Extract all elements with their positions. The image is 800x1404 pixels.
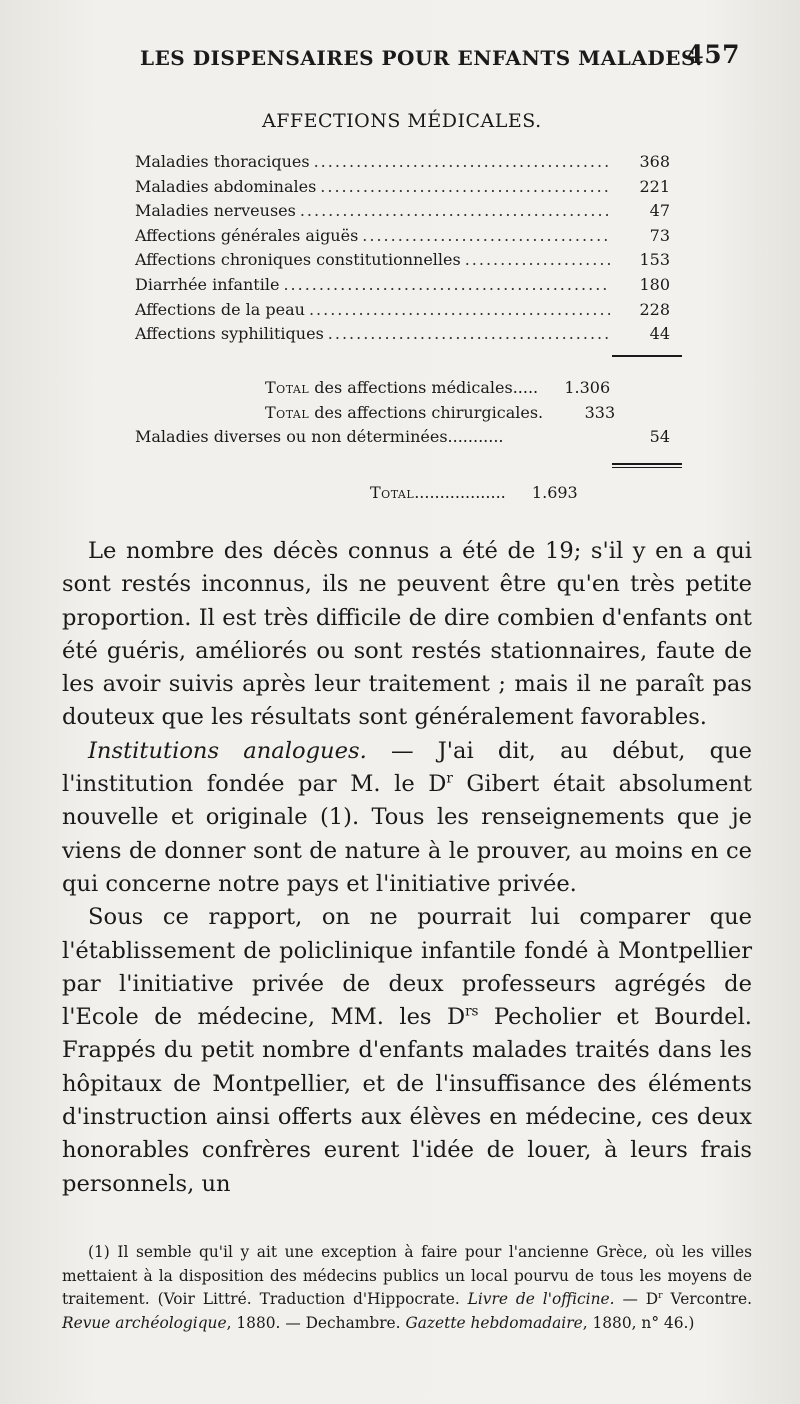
grand-total-row bbox=[370, 481, 670, 506]
row-value: 153 bbox=[639, 250, 670, 270]
row-label: Affections syphilitiques bbox=[135, 324, 324, 344]
total-surgical-value: 333 bbox=[584, 402, 616, 422]
table-row bbox=[135, 224, 670, 249]
row-label: Maladies nerveuses bbox=[135, 201, 296, 221]
leader-dots bbox=[300, 199, 610, 224]
table-row bbox=[135, 199, 670, 224]
leader-dots bbox=[283, 273, 610, 298]
table-row bbox=[135, 322, 670, 347]
affections-table bbox=[135, 150, 670, 347]
leader-dots bbox=[328, 322, 610, 347]
row-label: Maladies thoraciques bbox=[135, 152, 310, 171]
leader-dots bbox=[465, 248, 610, 273]
row-label: Maladies abdominales bbox=[135, 176, 317, 196]
total-medical-row bbox=[265, 376, 670, 401]
total-surgical-row bbox=[265, 401, 670, 426]
row-value: 44 bbox=[649, 324, 670, 344]
row-label: Diarrhée infantile bbox=[135, 274, 280, 294]
grand-total-rule bbox=[612, 463, 682, 465]
footnote bbox=[62, 1241, 752, 1335]
row-value: 368 bbox=[639, 152, 670, 171]
total-surgical-label: Total des affections chirurgicales. bbox=[265, 402, 544, 422]
leader-dots bbox=[320, 175, 610, 200]
misc-value: 54 bbox=[649, 427, 670, 447]
body-text bbox=[62, 535, 752, 1201]
grand-total-label: Total.................. bbox=[370, 483, 506, 502]
row-label: Affections de la peau bbox=[135, 299, 305, 319]
table-row bbox=[135, 273, 670, 298]
table-row bbox=[135, 248, 670, 273]
leader-dots bbox=[314, 150, 610, 175]
running-head-title: LES DISPENSAIRES POUR ENFANTS MALADES. bbox=[140, 46, 703, 70]
row-value: 221 bbox=[639, 176, 670, 196]
table-row bbox=[135, 175, 670, 200]
grand-total-block bbox=[135, 481, 670, 506]
leader-dots bbox=[309, 298, 610, 323]
table-heading: AFFECTIONS MÉDICALES. bbox=[262, 110, 542, 132]
total-medical-label: Total des affections médicales..... bbox=[265, 378, 539, 397]
paragraph-montpellier: Sous ce rapport, on ne pourrait lui comparer que l'établissement de policlinique infantile fondé à Montpellier par l'initiative privée de deux professeurs agrégés de l'Ecole de médecine, MM. les $D^{rs}$ Pecholier et Bourdel. Frappés du petit nombre d'enfants malades traités dans les hôpitaux de Montpellier, et de l'insuffisance des éléments d'instruction ainsi offerts aux élèves en médecine, ces deux honorables confrères eurent l'idée de louer, à leurs frais personnels, un bbox=[62, 904, 752, 1197]
leader-dots bbox=[362, 224, 610, 249]
subtotal-rule bbox=[612, 355, 682, 357]
footnote-text: (1) Il semble qu'il y ait une exception à faire pour l'ancienne Grèce, où les villes mettaient à la disposition des médecins publics un local pourvu de tous les moyens de traitement. (Voir Littré. Traduction d'Hippocrate. Livre de l'officine. — $D^r$ Vercontre. Revue archéologique, 1880. — Dechambre. Gazette hebdomadaire, 1880, n° 46.) bbox=[62, 1243, 753, 1332]
misc-label: Maladies diverses ou non déterminées........... bbox=[135, 427, 504, 447]
paragraph-institutions: Institutions analogues. — J'ai dit, au début, que l'institution fondée par M. le $D^r$ Gibert était absolument nouvelle et originale (1). Tous les renseignements que je viens de donner sont de nature à le prouver, au moins en ce qui concerne notre pays et l'initiative privée. bbox=[62, 737, 752, 897]
misc-row bbox=[135, 425, 670, 450]
page-number: 457 bbox=[686, 40, 740, 69]
row-value: 228 bbox=[639, 299, 670, 319]
row-value: 47 bbox=[649, 201, 670, 221]
paragraph-deaths: Le nombre des décès connus a été de 19; s'il y en a qui sont restés inconnus, ils ne peuvent être qu'en très petite proportion. Il est très difficile de dire combien d'enfants ont été guéris, améliorés ou sont restés stationnaires, faute de les avoir suivis après leur traitement ; mais il ne paraît pas douteux que les résultats sont généralement favorables. bbox=[62, 538, 752, 731]
table-row bbox=[135, 150, 670, 175]
table-row bbox=[135, 298, 670, 323]
row-label: Affections générales aiguës bbox=[135, 225, 359, 245]
totals-block bbox=[135, 376, 670, 450]
row-label: Affections chroniques constitutionnelles bbox=[135, 250, 461, 270]
grand-total-value: 1.693 bbox=[531, 483, 578, 502]
row-value: 73 bbox=[649, 225, 670, 245]
total-medical-value: 1.306 bbox=[564, 378, 611, 397]
section-title: Institutions analogues. bbox=[88, 737, 367, 764]
row-value: 180 bbox=[639, 274, 670, 294]
running-head bbox=[140, 40, 760, 74]
